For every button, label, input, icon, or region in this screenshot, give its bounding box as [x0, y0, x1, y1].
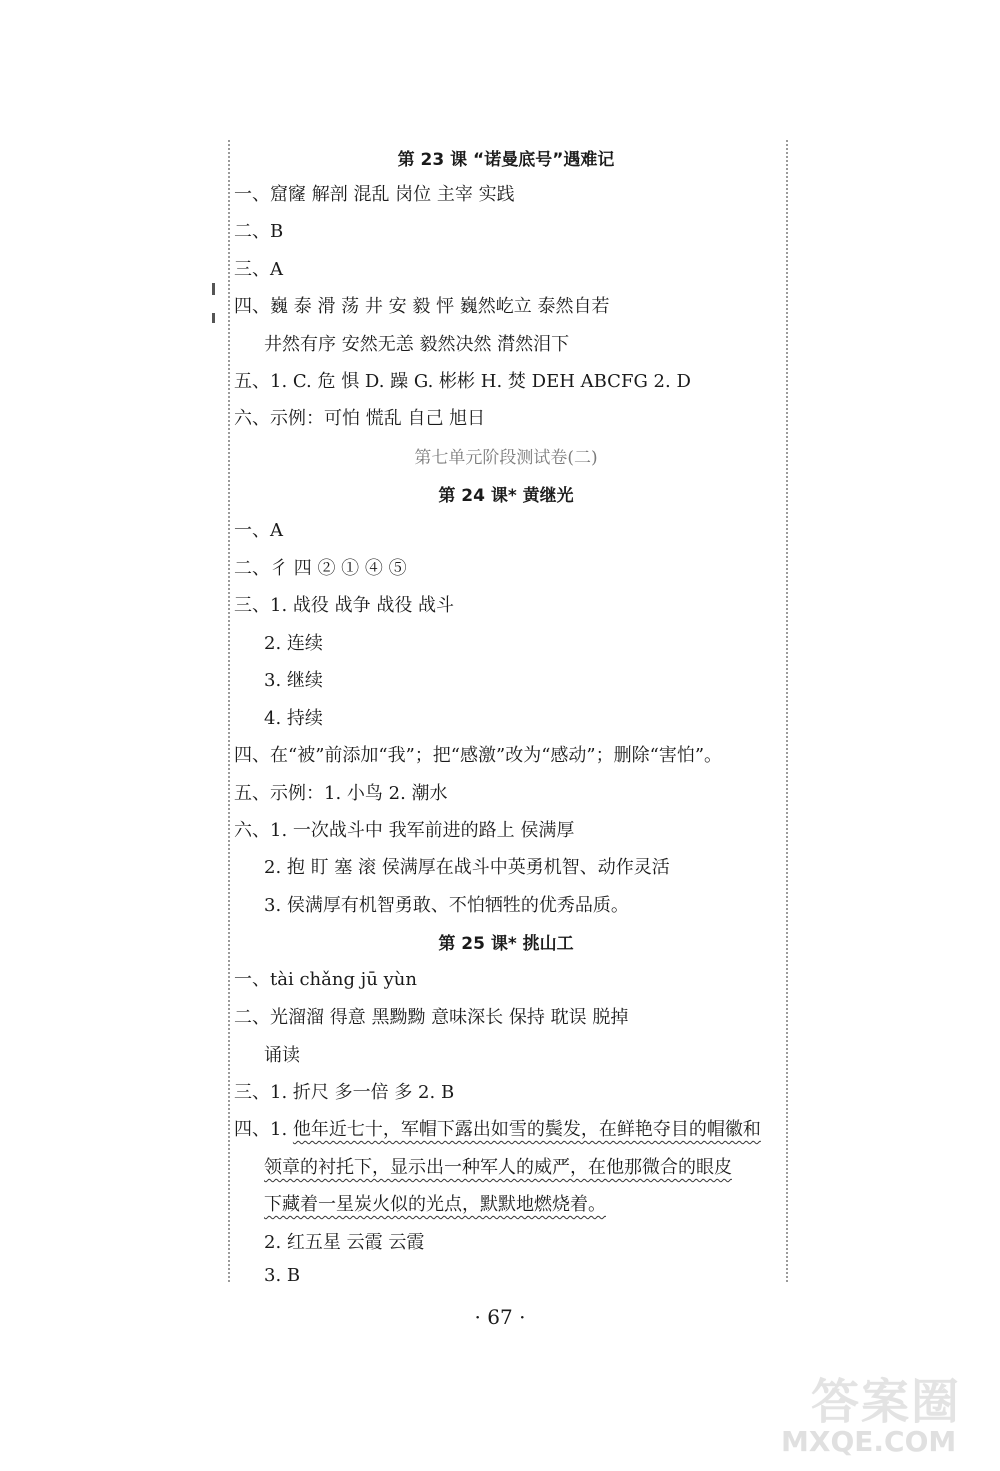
- lesson24-q4: 四、在“被”前添加“我”；把“感激”改为“感动”；删除“害怕”。: [234, 745, 723, 766]
- lesson25-q4-1-line1: [234, 1115, 761, 1141]
- page-number: · 67 ·: [474, 1305, 526, 1329]
- lesson24-q1: 一、A: [234, 520, 283, 541]
- watermark: [781, 1363, 986, 1463]
- lesson23-q6: 六、示例：可怕 慌乱 自己 旭日: [234, 408, 486, 429]
- lesson25-q1: 一、tài chǎng jū yùn: [234, 969, 417, 990]
- lesson23-q5: 五、1. C. 危 惧 D. 躁 G. 彬彬 H. 焚 DEH ABCFG 2. D: [234, 371, 691, 392]
- lesson25-q4-1-line2: 领章的衬托下，显示出一种军人的威严，在他那微合的眼皮: [264, 1157, 732, 1178]
- binding-mark: [212, 283, 215, 295]
- lesson25-q4-prefix: 四、1.: [234, 1119, 293, 1140]
- lesson24-title: 第 24 课* 黄继光: [438, 486, 574, 506]
- lesson23-q3: 三、A: [234, 259, 283, 280]
- lesson24-q6-2: 2. 抱 盯 塞 滚 侯满厚在战斗中英勇机智、动作灵活: [264, 857, 670, 878]
- lesson25-q3: 三、1. 折尺 多一倍 多 2. B: [234, 1082, 455, 1103]
- lesson23-q4-line2: 井然有序 安然无恙 毅然决然 潸然泪下: [264, 334, 570, 355]
- lesson23-q1: 一、窟窿 解剖 混乱 岗位 主宰 实践: [234, 184, 515, 205]
- lesson25-title: 第 25 课* 挑山工: [438, 934, 574, 954]
- lesson25-q2-line2: 诵读: [264, 1045, 300, 1066]
- underlined-answer: 他年近七十，军帽下露出如雪的鬓发，在鲜艳夺目的帽徽和: [292, 1119, 761, 1140]
- lesson24-q3-4: 4. 持续: [264, 708, 323, 729]
- lesson24-q6-3: 3. 侯满厚有机智勇敢、不怕牺牲的优秀品质。: [264, 895, 629, 916]
- lesson23-q4-line1: 四、巍 泰 滑 荡 井 安 毅 怦 巍然屹立 泰然自若: [234, 296, 610, 317]
- lesson24-q3-3: 3. 继续: [264, 670, 323, 691]
- lesson24-q5: 五、示例：1. 小鸟 2. 潮水: [234, 783, 448, 804]
- lesson24-q3-1: 三、1. 战役 战争 战役 战斗: [234, 595, 455, 616]
- lesson24-q2: 二、彳 四 ② ① ④ ⑤: [234, 558, 407, 579]
- lesson24-q3-2: 2. 连续: [264, 633, 323, 654]
- lesson25-q4-2: 2. 红五星 云霞 云霞: [264, 1232, 425, 1253]
- binding-mark: [212, 313, 215, 323]
- lesson24-q6-1: 六、1. 一次战斗中 我军前进的路上 侯满厚: [234, 820, 575, 841]
- lesson23-q2: 二、B: [234, 221, 284, 242]
- lesson23-title: 第 23 课 “诺曼底号”遇难记: [397, 150, 615, 170]
- unit7-test-title: 第七单元阶段测试卷(二): [414, 448, 598, 468]
- watermark-url: MXQE.COM: [781, 1425, 957, 1458]
- lesson25-q4-1-line3: 下藏着一星炭火似的光点，默默地燃烧着。: [264, 1194, 606, 1215]
- lesson25-q2-line1: 二、光溜溜 得意 黑黝黝 意味深长 保持 耽误 脱掉: [234, 1007, 629, 1028]
- lesson25-q4-3: 3. B: [264, 1265, 301, 1286]
- watermark-logo: 答案圈: [811, 1374, 962, 1430]
